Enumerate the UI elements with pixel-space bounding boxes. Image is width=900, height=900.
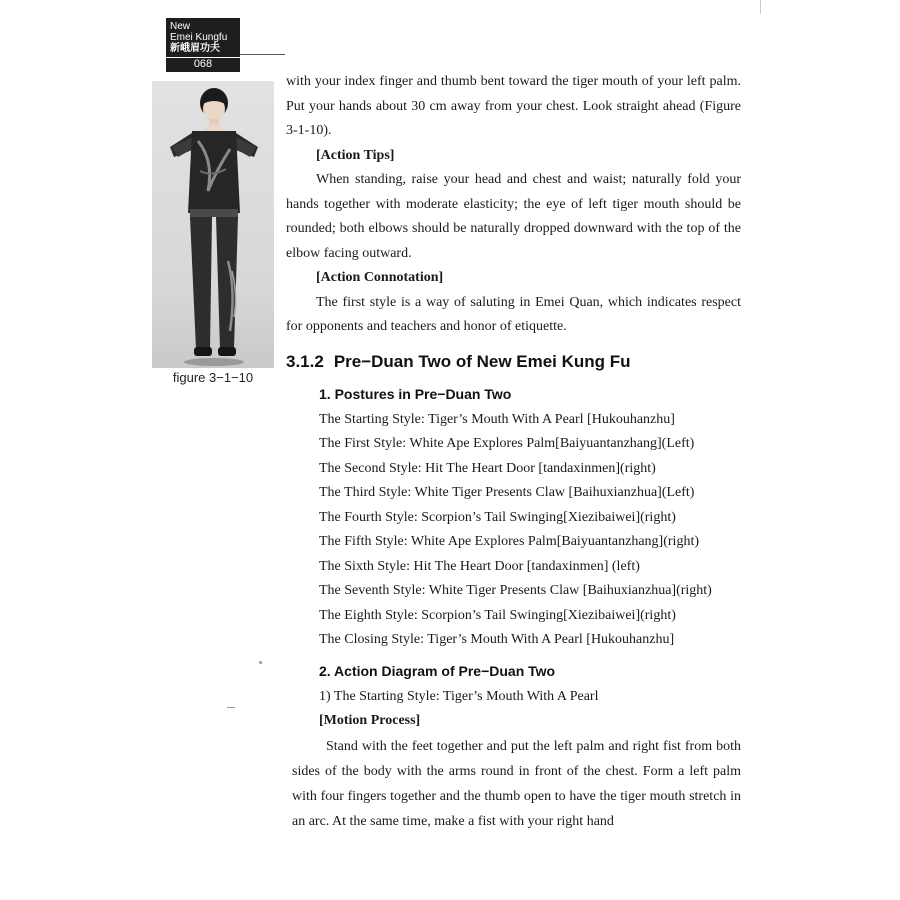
starting-style-title: 1) The Starting Style: Tiger’s Mouth With A Pearl: [319, 688, 599, 704]
continuation-paragraph: with your index finger and thumb bent toward the tiger mouth of your left palm. Put your hands about 30 cm away from your chest. Look straight ahead (Figure 3-1-10).: [286, 74, 741, 138]
section-heading: [286, 350, 741, 374]
action-connotation-paragraph: The first style is a way of saluting in Emei Quan, which indicates respect for opponents and teachers and honor of etiquette.: [286, 294, 741, 334]
series-title-chinese: 新峨眉功夫: [170, 43, 220, 54]
series-title-line1: New: [170, 21, 191, 32]
header-rule: [240, 54, 285, 55]
postures-heading: 1. Postures in Pre−Duan Two: [319, 385, 512, 402]
motion-process-heading: [Motion Process]: [319, 713, 421, 728]
figure-photo: [152, 81, 274, 368]
scan-mark: [227, 707, 235, 708]
section-number: 3.1.2: [286, 351, 324, 371]
list-item: The Eighth Style: Scorpion’s Tail Swinging[Xiezibaiwei](right): [319, 607, 676, 623]
scan-speck: [259, 661, 262, 664]
list-item: The First Style: White Ape Explores Palm[Baiyuantanzhang](Left): [319, 436, 695, 451]
list-item: The Fourth Style: Scorpion’s Tail Swinging[Xiezibaiwei](right): [319, 509, 676, 525]
page-edge-mark: [760, 0, 761, 14]
postures-list: [286, 408, 741, 653]
figure-caption: figure 3−1−10: [172, 370, 254, 385]
motion-process-paragraph: Stand with the feet together and put the left palm and right fist from both sides of the body with the arms round in front of the chest. Form a left palm with four fingers together and the thumb open to have the tiger mouth stretch in an arc. At the same time, make a fist with your right hand: [292, 738, 741, 829]
list-item: The Sixth Style: Hit The Heart Door [tandaxinmen] (left): [319, 558, 640, 574]
list-item: The Fifth Style: White Ape Explores Palm[Baiyuantanzhang](right): [319, 534, 699, 549]
list-item: The Second Style: Hit The Heart Door [tandaxinmen](right): [319, 460, 656, 476]
main-text-column: [286, 70, 741, 834]
series-title-line2: Emei Kungfu: [170, 32, 228, 43]
list-item: The Seventh Style: White Tiger Presents Claw [Baihuxianzhua](right): [319, 583, 712, 598]
list-item: The Third Style: White Tiger Presents Claw [Baihuxianzhua](Left): [319, 485, 695, 500]
list-item: The Closing Style: Tiger’s Mouth With A Pearl [Hukouhanzhu]: [319, 632, 675, 647]
action-tips-paragraph: When standing, raise your head and chest and waist; naturally fold your hands together with moderate elasticity; the eye of left tiger mouth should be rounded; both elbows should be naturally dropped downward with the top of the elbow facing outward.: [286, 172, 741, 261]
kung-fu-pose-illustration: [152, 81, 274, 368]
action-diagram-heading: 2. Action Diagram of Pre−Duan Two: [319, 662, 556, 679]
list-item: The Starting Style: Tiger’s Mouth With A Pearl [Hukouhanzhu]: [319, 411, 675, 427]
section-title: Pre−Duan Two of New Emei Kung Fu: [333, 351, 631, 371]
page-number: 068: [166, 57, 240, 71]
action-tips-heading: [Action Tips]: [316, 147, 395, 163]
action-connotation-heading: [Action Connotation]: [316, 270, 444, 285]
